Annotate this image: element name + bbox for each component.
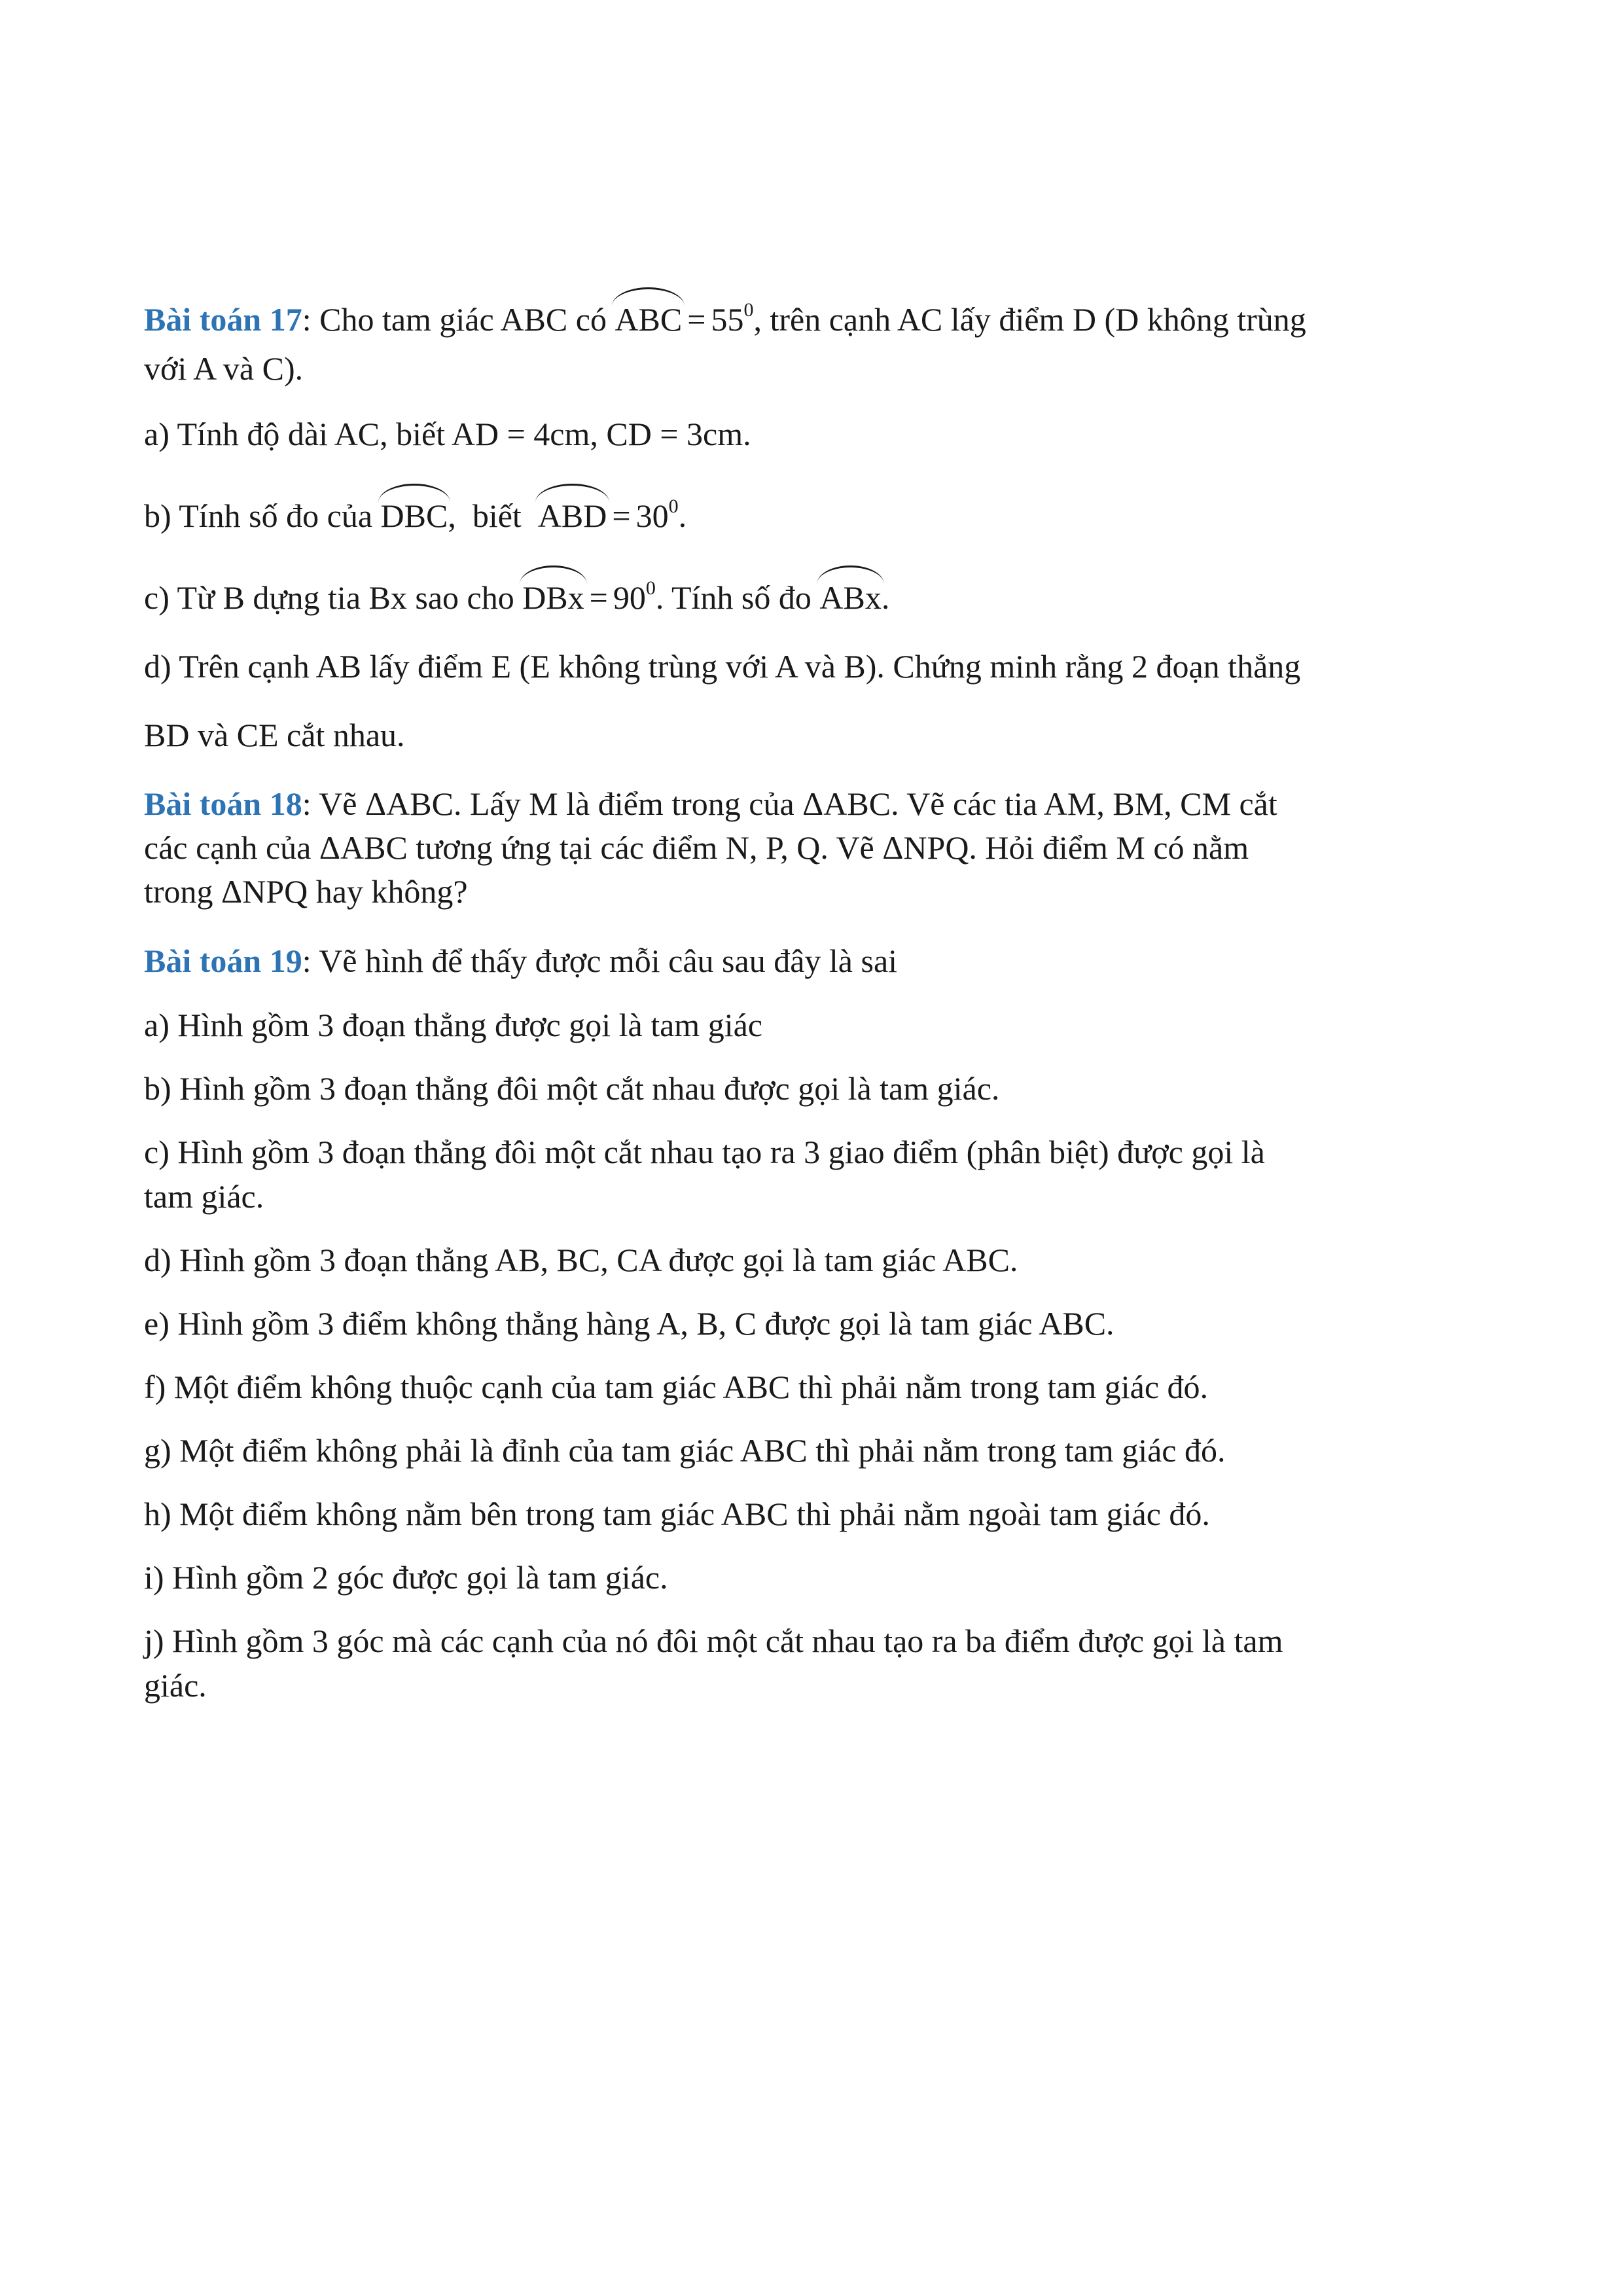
angle-dbc: DBC bbox=[381, 494, 448, 537]
text: c) Từ B dựng tia Bx sao cho bbox=[144, 579, 523, 616]
problem-19-part-f: f) Một điểm không thuộc cạnh của tam giác ABC thì phải nằm trong tam giác đó. bbox=[144, 1369, 1209, 1405]
angle-value: 90 bbox=[613, 579, 646, 616]
angle-value: 30 bbox=[635, 497, 669, 534]
problem-17-part-b bbox=[144, 494, 1492, 537]
text: , biết bbox=[448, 497, 538, 534]
problem-18-line-1 bbox=[144, 782, 1492, 825]
problem-19-part-d: d) Hình gồm 3 đoạn thẳng AB, BC, CA được gọi là tam giác ABC. bbox=[144, 1242, 1018, 1278]
text: : Cho tam giác ABC có bbox=[302, 301, 615, 338]
problem-17-part-d-line-1: d) Trên cạnh AB lấy điểm E (E không trùng với A và B). Chứng minh rằng 2 đoạn thẳng bbox=[144, 648, 1301, 685]
problem-17-part-d-line-2: BD và CE cắt nhau. bbox=[144, 717, 405, 753]
text: : Vẽ hình để thấy được mỗi câu sau đây là sai bbox=[302, 942, 898, 979]
problem-19-line-1 bbox=[144, 939, 1492, 982]
text: , trên cạnh AC lấy điểm D (D không trùng bbox=[753, 301, 1306, 338]
equals-sign: = bbox=[589, 579, 608, 616]
degree-mark: 0 bbox=[645, 577, 656, 599]
problem-19-part-b: b) Hình gồm 3 đoạn thẳng đôi một cắt nhau được gọi là tam giác. bbox=[144, 1070, 1000, 1107]
problem-17-title: Bài toán 17 bbox=[144, 301, 302, 338]
problem-19-part-c-line-1: c) Hình gồm 3 đoạn thẳng đôi một cắt nhau tạo ra 3 giao điểm (phân biệt) được gọi là bbox=[144, 1134, 1265, 1170]
problem-17-part-c bbox=[144, 576, 1492, 619]
angle-abd: ABD bbox=[538, 494, 607, 537]
text: . bbox=[881, 579, 890, 616]
problem-19-part-j-line-1: j) Hình gồm 3 góc mà các cạnh của nó đôi một cắt nhau tạo ra ba điểm được gọi là tam bbox=[144, 1623, 1283, 1659]
degree-mark: 0 bbox=[668, 495, 679, 517]
problem-19-part-c-line-2: tam giác. bbox=[144, 1178, 264, 1215]
text: : Vẽ ΔABC. Lấy M là điểm trong của ΔABC. Vẽ các tia AM, BM, CM cắt bbox=[302, 785, 1277, 822]
problem-19-part-j-line-2: giác. bbox=[144, 1667, 207, 1704]
angle-abc: ABC bbox=[615, 298, 682, 341]
problem-18-line-2: các cạnh của ΔABC tương ứng tại các điểm N, P, Q. Vẽ ΔNPQ. Hỏi điểm M có nằm bbox=[144, 829, 1249, 866]
angle-value: 55 bbox=[711, 301, 744, 338]
problem-19-title: Bài toán 19 bbox=[144, 942, 302, 979]
problem-17-part-a: a) Tính độ dài AC, biết AD = 4cm, CD = 3cm. bbox=[144, 416, 751, 452]
angle-abx: ABx bbox=[819, 576, 881, 619]
text: . bbox=[678, 497, 687, 534]
degree-mark: 0 bbox=[743, 299, 754, 321]
problem-19-part-g: g) Một điểm không phải là đỉnh của tam giác ABC thì phải nằm trong tam giác đó. bbox=[144, 1432, 1226, 1469]
problem-18-title: Bài toán 18 bbox=[144, 785, 302, 822]
equals-sign: = bbox=[612, 497, 631, 534]
problem-17-line-2: với A và C). bbox=[144, 350, 304, 387]
text: b) Tính số đo của bbox=[144, 497, 381, 534]
problem-19-part-h: h) Một điểm không nằm bên trong tam giác ABC thì phải nằm ngoài tam giác đó. bbox=[144, 1496, 1210, 1532]
problem-19-part-i: i) Hình gồm 2 góc được gọi là tam giác. bbox=[144, 1559, 668, 1596]
angle-dbx: DBx bbox=[522, 576, 584, 619]
problem-19-part-e: e) Hình gồm 3 điểm không thẳng hàng A, B, C được gọi là tam giác ABC. bbox=[144, 1305, 1115, 1342]
problem-17-line-1 bbox=[144, 298, 1492, 341]
text: . Tính số đo bbox=[655, 579, 820, 616]
problem-18-line-3: trong ΔNPQ hay không? bbox=[144, 873, 468, 910]
equals-sign: = bbox=[687, 301, 706, 338]
problem-19-part-a: a) Hình gồm 3 đoạn thẳng được gọi là tam giác bbox=[144, 1007, 762, 1043]
